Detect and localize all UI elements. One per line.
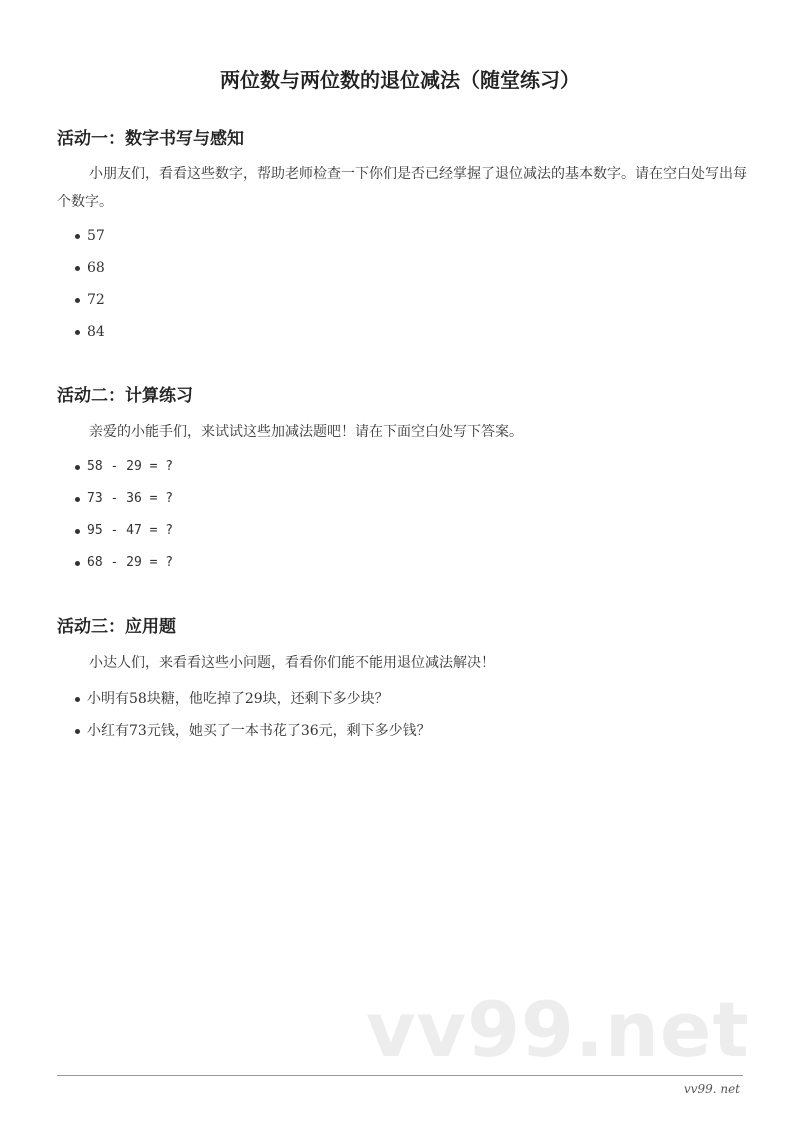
list-item: 84	[57, 316, 105, 348]
watermark: vv99.net	[366, 985, 750, 1074]
section-intro-3: 小达人们，来看看这些小问题，看看你们能不能用退位减法解决！	[89, 655, 495, 671]
section-heading-2: 活动二：计算练习	[57, 386, 193, 406]
list-item: 小红有73元钱，她买了一本书花了36元，剩下多少钱？	[57, 715, 431, 747]
section-intro-2: 亲爱的小能手们，来试试这些加减法题吧！请在下面空白处写下答案。	[89, 424, 523, 440]
list-item: 57	[57, 220, 105, 252]
section-intro-1: 小朋友们，看看这些数字，帮助老师检查一下你们是否已经掌握了退位减法的基本数字。请在空白处写出每个数字。	[57, 166, 747, 210]
word-problem-list	[57, 683, 431, 747]
list-item: 小明有58块糖，他吃掉了29块，还剩下多少块？	[57, 683, 431, 715]
footer-text: vv99. net	[683, 1082, 740, 1096]
calc-list	[57, 451, 173, 579]
list-item: 73 - 36 = ?	[57, 483, 173, 515]
section-heading-3: 活动三：应用题	[57, 617, 176, 637]
list-item: 58 - 29 = ?	[57, 451, 173, 483]
section-heading-1: 活动一：数字书写与感知	[57, 129, 244, 149]
footer-divider	[57, 1075, 743, 1076]
list-item: 95 - 47 = ?	[57, 515, 173, 547]
list-item: 68	[57, 252, 105, 284]
list-item: 72	[57, 284, 105, 316]
list-item: 68 - 29 = ?	[57, 547, 173, 579]
number-list	[57, 220, 105, 348]
page-title: 两位数与两位数的退位减法（随堂练习）	[220, 68, 580, 92]
